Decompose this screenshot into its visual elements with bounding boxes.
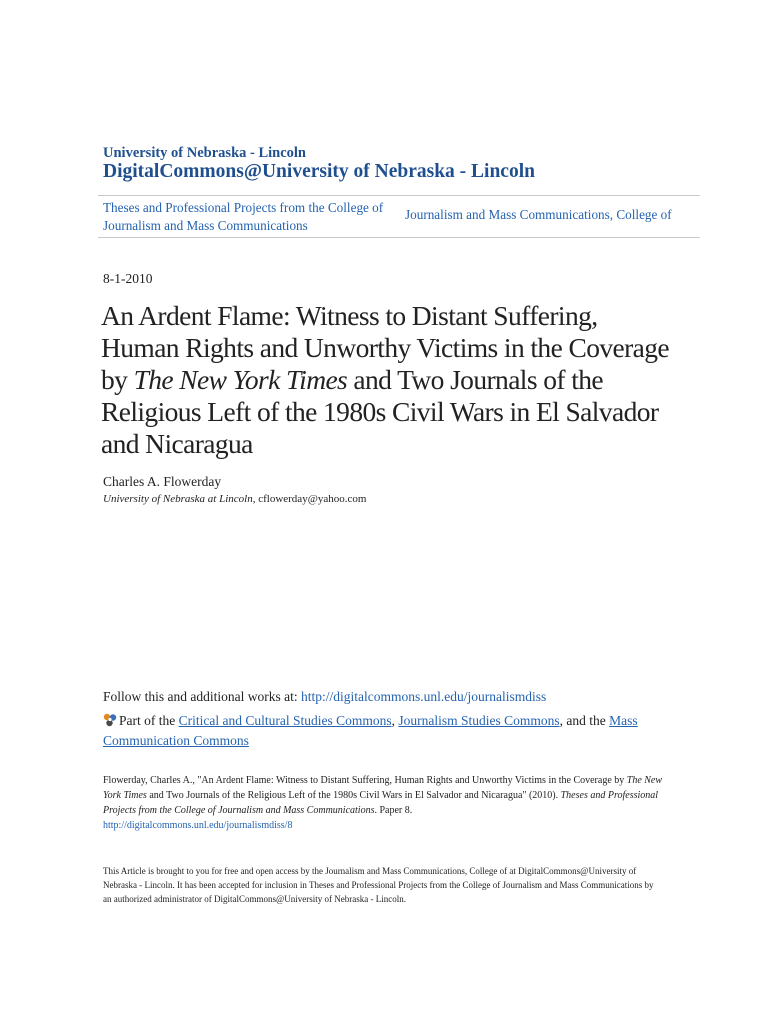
follow-url-link[interactable]: http://digitalcommons.unl.edu/journalismdiss <box>301 689 547 704</box>
part-of-line <box>103 711 683 751</box>
series-collection-link[interactable]: Theses and Professional Projects from the College of Journalism and Mass Communications <box>103 200 384 233</box>
publication-date: 8-1-2010 <box>103 271 153 286</box>
access-notice: This Article is brought to you for free and open access by the Journalism and Mass Communications, College of at DigitalCommons@University of Nebraska - Lincoln. It has been accepted for inclusion in Theses and Professional Projects from the College of Journalism and Mass Communications by an authorized administrator of DigitalCommons@University of Nebraska - Lincoln. <box>103 866 654 904</box>
journalism-studies-commons-link[interactable]: Journalism Studies Commons <box>398 713 560 728</box>
citation-italic-1: The New York Times <box>103 775 663 801</box>
affiliation-name: University of Nebraska at Lincoln <box>103 493 253 505</box>
recommended-citation <box>103 773 663 833</box>
repository-name[interactable]: DigitalCommons@University of Nebraska - Lincoln <box>103 161 535 182</box>
divider-bottom <box>98 237 700 238</box>
mass-communication-commons-link[interactable]: Mass Communication Commons <box>103 713 638 748</box>
commons-network-icon <box>103 713 117 727</box>
title-part-1: An Ardent Flame: Witness to Distant Suffering, Human Rights and Unworthy Victims in the Coverage by <box>101 300 670 395</box>
citation-italic-2: Theses and Professional Projects from the College of Journalism and Mass Communications <box>103 790 659 816</box>
critical-cultural-commons-link[interactable]: Critical and Cultural Studies Commons <box>178 713 392 728</box>
department-link[interactable]: Journalism and Mass Communications, College of <box>405 207 672 222</box>
follow-line <box>103 689 546 705</box>
citation-text-1: Flowerday, Charles A., "An Ardent Flame: Witness to Distant Suffering, Human Rights and Unworthy Victims in the Coverage by <box>103 775 627 786</box>
citation-text-3: . Paper 8. <box>374 805 413 816</box>
author-affiliation <box>103 493 366 505</box>
part-of-sep-2: , and the <box>559 713 610 728</box>
divider-top <box>98 195 700 196</box>
author-name: Charles A. Flowerday <box>103 474 222 489</box>
title-part-2: and Two Journals of the Religious Left of the 1980s Civil Wars in El Salvador and Nicaragua <box>101 364 659 459</box>
follow-label: Follow this and additional works at: <box>103 689 301 704</box>
part-of-sep-1: , <box>391 713 399 728</box>
citation-url-link[interactable]: http://digitalcommons.unl.edu/journalismdiss/8 <box>103 820 293 831</box>
document-title <box>101 300 671 460</box>
institution-name[interactable]: University of Nebraska - Lincoln <box>103 145 306 161</box>
citation-text-2: and Two Journals of the Religious Left of the 1980s Civil Wars in El Salvador and Nicaragua" (2010). <box>146 790 561 801</box>
title-italic: The New York Times <box>133 364 348 395</box>
part-of-prefix: Part of the <box>119 713 179 728</box>
author-email: , cflowerday@yahoo.com <box>252 493 367 505</box>
